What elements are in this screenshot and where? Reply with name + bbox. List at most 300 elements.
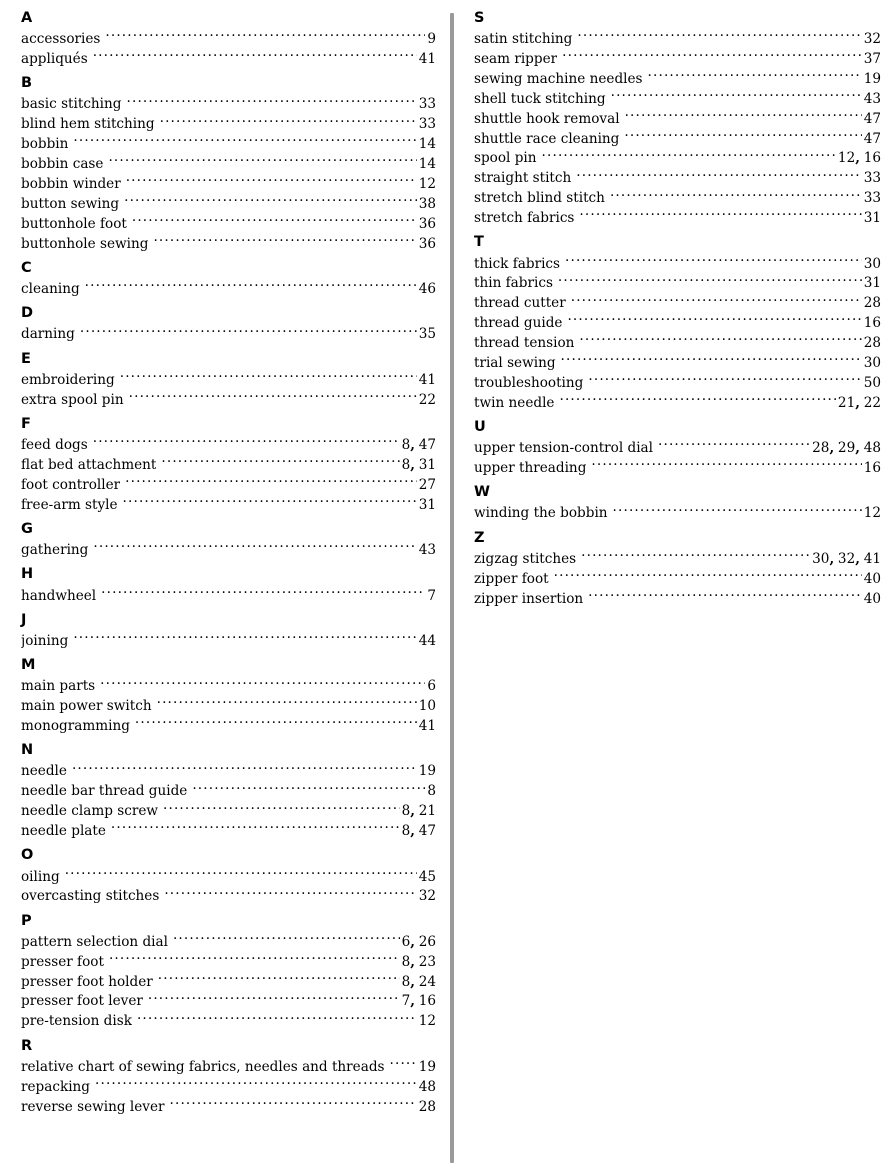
page-number: 43 (418, 542, 436, 559)
index-entry[interactable] (474, 353, 881, 373)
index-entry[interactable] (21, 455, 436, 475)
index-entry-term: troubleshooting (474, 374, 584, 391)
dot-leader (648, 69, 862, 83)
dot-leader (559, 393, 835, 407)
dot-leader (658, 439, 810, 453)
page-number: 16 (863, 460, 881, 477)
page-number: 26 (418, 933, 436, 950)
dot-leader (95, 1077, 417, 1091)
index-entry-pages (864, 590, 881, 609)
page-number: 36 (418, 215, 436, 232)
index-entry-term: foot controller (21, 476, 121, 493)
index-entry-term: upper threading (474, 460, 587, 477)
page-number: 35 (418, 326, 436, 343)
index-entry-pages (864, 374, 881, 393)
index-entry[interactable] (474, 109, 881, 129)
index-entry-pages (419, 95, 436, 114)
index-entry[interactable] (21, 952, 436, 972)
index-entry-term: darning (21, 326, 75, 343)
index-entry[interactable] (21, 475, 436, 495)
page-number: 48 (418, 1078, 436, 1095)
index-entry-pages (402, 822, 436, 841)
page-number: 30 (812, 550, 830, 567)
index-entry-term: zipper foot (474, 570, 549, 587)
index-entry-term: shuttle race cleaning (474, 130, 620, 147)
dot-leader (157, 697, 417, 711)
index-entry-pages (864, 354, 881, 373)
page-number: 19 (863, 70, 881, 87)
index-entry[interactable] (21, 586, 436, 606)
page-number: 22 (863, 394, 881, 411)
page-number: 27 (418, 476, 436, 493)
index-entry[interactable] (474, 333, 881, 353)
index-entry-term: embroidering (21, 371, 115, 388)
page-number: 40 (863, 570, 881, 587)
letter-heading-z: Z (474, 529, 485, 546)
index-entry-pages (419, 1098, 436, 1117)
index-entry-pages (419, 371, 436, 390)
letter-heading-a: A (21, 10, 33, 26)
index-entry[interactable] (21, 214, 436, 234)
page-number: 48 (863, 440, 881, 457)
index-entry-pages (864, 110, 881, 129)
dot-leader (591, 458, 861, 472)
page-number: 37 (863, 50, 881, 67)
index-entry[interactable] (474, 129, 881, 149)
page-number-separator: , (855, 440, 864, 457)
letter-heading-c: C (21, 259, 32, 276)
index-entry[interactable] (21, 135, 436, 155)
page-number: 8 (401, 953, 411, 970)
page-number: 14 (418, 156, 436, 173)
dot-leader (579, 333, 861, 347)
index-entry-pages (419, 1058, 436, 1077)
index-entry[interactable] (474, 439, 881, 459)
page-number-separator: , (410, 993, 419, 1010)
page-number: 8 (401, 823, 411, 840)
index-entry-term: bobbin case (21, 156, 104, 173)
dot-leader (129, 390, 417, 404)
dot-leader (148, 992, 400, 1006)
index-entry-term: thread cutter (474, 295, 566, 312)
page-number: 7 (427, 587, 436, 604)
dot-leader (124, 194, 417, 208)
page-number: 12 (418, 1013, 436, 1030)
index-entry-pages (812, 439, 881, 458)
letter-heading-f: F (21, 415, 31, 432)
page-number-separator: , (410, 803, 419, 820)
letter-heading-e: E (21, 350, 31, 367)
index-entry-term: thread guide (474, 315, 563, 332)
page-number: 29 (837, 440, 856, 457)
page-number-separator: , (829, 440, 838, 457)
index-entry[interactable] (474, 393, 881, 413)
index-entry[interactable] (21, 435, 436, 455)
index-entry-term: free-arm style (21, 496, 118, 513)
dot-leader (80, 325, 417, 339)
index-entry-pages (419, 697, 436, 716)
dot-leader (610, 189, 862, 203)
index-entry-pages (419, 391, 436, 410)
page-number-separator: , (855, 550, 864, 567)
index-entry-pages (427, 782, 436, 801)
dot-leader (158, 972, 400, 986)
letter-heading-s: S (474, 10, 485, 26)
page-number: 21 (418, 803, 436, 820)
page-number: 47 (418, 437, 436, 454)
index-entry[interactable] (474, 458, 881, 478)
page-number-separator: , (410, 933, 419, 950)
index-entry[interactable] (21, 631, 436, 651)
index-entry-pages (402, 973, 436, 992)
index-entry-term: presser foot (21, 953, 104, 970)
page-number: 33 (863, 170, 881, 187)
index-entry[interactable] (474, 294, 881, 314)
index-entry[interactable] (21, 972, 436, 992)
page-number: 31 (418, 496, 436, 513)
index-entry-pages (419, 280, 436, 299)
index-entry[interactable] (21, 1077, 436, 1097)
index-entry-term: shuttle hook removal (474, 110, 620, 127)
index-entry[interactable] (21, 677, 436, 697)
index-entry[interactable] (21, 782, 436, 802)
index-entry[interactable] (21, 194, 436, 214)
index-entry-term: extra spool pin (21, 391, 124, 408)
dot-leader (192, 782, 425, 796)
index-entry-pages (864, 314, 881, 333)
dot-leader (558, 274, 862, 288)
index-entry[interactable] (21, 234, 436, 254)
dot-leader (160, 115, 417, 129)
letter-heading-n: N (21, 742, 34, 759)
index-entry-term: straight stitch (474, 170, 572, 187)
index-entry-pages (402, 992, 436, 1011)
index-entry[interactable] (21, 390, 436, 410)
letter-heading-r: R (21, 1037, 33, 1054)
index-entry-pages (864, 130, 881, 149)
index-entry-term: spool pin (474, 150, 537, 167)
index-entry-term: joining (21, 632, 69, 649)
dot-leader (581, 549, 810, 563)
index-entry-term: sewing machine needles (474, 70, 643, 87)
index-entry[interactable] (21, 370, 436, 390)
index-entry-term: pattern selection dial (21, 933, 168, 950)
page-number: 32 (863, 31, 881, 48)
index-entry[interactable] (21, 822, 436, 842)
letter-heading-t: T (474, 234, 484, 251)
page-number: 28 (863, 295, 881, 312)
index-entry-pages (419, 195, 436, 214)
index-entry-pages (402, 953, 436, 972)
index-entry[interactable] (474, 549, 881, 569)
dot-leader (390, 1057, 417, 1071)
page-number: 31 (863, 210, 881, 227)
letter-heading-g: G (21, 521, 33, 538)
index-entry[interactable] (474, 30, 881, 50)
index-entry-term: stretch blind stitch (474, 190, 605, 207)
index-entry-pages (812, 550, 881, 569)
index-entry-term: winding the bobbin (474, 505, 608, 522)
page-number: 6 (401, 933, 411, 950)
index-entry-term: thin fabrics (474, 275, 553, 292)
index-entry[interactable] (474, 189, 881, 209)
dot-leader (161, 455, 399, 469)
page-number: 30 (863, 354, 881, 371)
index-entry[interactable] (21, 154, 436, 174)
index-entry-pages (838, 149, 881, 168)
dot-leader (163, 802, 400, 816)
index-entry[interactable] (21, 495, 436, 515)
page-number-separator: , (410, 973, 419, 990)
dot-leader (101, 586, 425, 600)
index-entry[interactable] (474, 314, 881, 334)
index-entry-pages (419, 50, 436, 69)
index-entry-pages (864, 504, 881, 523)
index-entry[interactable] (21, 325, 436, 345)
dot-leader (153, 234, 416, 248)
index-entry[interactable] (21, 1057, 436, 1077)
dot-leader (170, 1097, 417, 1111)
index-entry-term: stretch fabrics (474, 210, 575, 227)
letter-heading-o: O (21, 847, 34, 864)
index-entry[interactable] (21, 992, 436, 1012)
page-number: 23 (418, 953, 436, 970)
dot-leader (93, 541, 416, 555)
dot-leader (576, 169, 861, 183)
letter-heading-h: H (21, 566, 34, 583)
page-number: 8 (401, 456, 411, 473)
page-number-separator: , (855, 150, 864, 167)
dot-leader (123, 495, 417, 509)
page-number: 9 (427, 31, 436, 48)
page-number-separator: , (410, 953, 419, 970)
page-number: 6 (427, 678, 436, 695)
index-entry-pages (419, 496, 436, 515)
index-entry[interactable] (21, 716, 436, 736)
index-entry-term: button sewing (21, 195, 120, 212)
page-number: 38 (418, 195, 436, 212)
index-entry[interactable] (21, 49, 436, 69)
index-entry-pages (419, 632, 436, 651)
dot-leader (561, 353, 862, 367)
index-entry[interactable] (21, 174, 436, 194)
dot-leader (73, 631, 416, 645)
page-number: 16 (863, 315, 881, 332)
letter-heading-u: U (474, 419, 486, 436)
letter-heading-b: B (21, 75, 33, 92)
index-entry-pages (419, 135, 436, 154)
index-entry-pages (864, 70, 881, 89)
page-number: 28 (418, 1098, 436, 1115)
page-number-separator: , (410, 456, 419, 473)
dot-leader (562, 49, 862, 63)
index-entry[interactable] (21, 762, 436, 782)
page-number: 19 (418, 763, 436, 780)
page-number-separator: , (829, 550, 838, 567)
page-number: 33 (418, 116, 436, 133)
index-entry[interactable] (474, 504, 881, 524)
page-number: 16 (418, 993, 436, 1010)
index-entry[interactable] (21, 1097, 436, 1117)
index-entry[interactable] (474, 373, 881, 393)
dot-leader (105, 30, 425, 44)
index-entry-pages (864, 189, 881, 208)
index-entry-pages (427, 677, 436, 696)
page-number: 12 (837, 150, 856, 167)
page-number: 12 (418, 175, 436, 192)
dot-leader (111, 822, 400, 836)
dot-leader (125, 475, 417, 489)
index-entry-pages (864, 169, 881, 188)
dot-leader (85, 279, 417, 293)
index-entry-term: main power switch (21, 698, 152, 715)
index-entry-term: needle bar thread guide (21, 783, 188, 800)
index-entry-pages (419, 868, 436, 887)
index-entry[interactable] (21, 279, 436, 299)
index-entry[interactable] (474, 149, 881, 169)
dot-leader (137, 1012, 417, 1026)
index-entry-pages (864, 50, 881, 69)
index-entry[interactable] (21, 95, 436, 115)
index-entry[interactable] (21, 541, 436, 561)
page-number: 41 (418, 371, 436, 388)
index-entry[interactable] (474, 254, 881, 274)
index-entry[interactable] (21, 30, 436, 50)
page-number: 33 (418, 96, 436, 113)
letter-heading-j: J (21, 611, 27, 628)
page-number: 50 (863, 374, 881, 391)
index-entry-pages (864, 209, 881, 228)
index-entry[interactable] (21, 932, 436, 952)
index-entry-pages (864, 570, 881, 589)
page-number: 8 (401, 803, 411, 820)
dot-leader (588, 373, 861, 387)
dot-leader (579, 209, 861, 223)
index-entry-pages (419, 215, 436, 234)
index-entry-pages (402, 933, 436, 952)
dot-leader (577, 30, 861, 44)
page-number: 12 (863, 505, 881, 522)
index-entry-term: presser foot lever (21, 993, 143, 1010)
index-entry-pages (427, 587, 436, 606)
index-entry-term: needle plate (21, 823, 106, 840)
index-entry[interactable] (474, 89, 881, 109)
page-number: 8 (401, 973, 411, 990)
index-entry-pages (419, 155, 436, 174)
dot-leader (565, 254, 862, 268)
index-entry-term: zigzag stitches (474, 550, 577, 567)
page-number: 32 (837, 550, 856, 567)
index-entry-pages (838, 394, 881, 413)
index-entry-pages (864, 274, 881, 293)
dot-leader (126, 174, 417, 188)
dot-leader (65, 867, 417, 881)
page-number: 46 (418, 281, 436, 297)
dot-leader (611, 89, 862, 103)
index-entry-term: handwheel (21, 587, 97, 604)
dot-leader (132, 214, 417, 228)
page-number: 31 (863, 275, 881, 292)
dot-leader (135, 716, 417, 730)
page-number: 40 (863, 590, 881, 607)
dot-leader (109, 952, 400, 966)
index-entry[interactable] (21, 1012, 436, 1032)
index-entry-term: trial sewing (474, 354, 556, 371)
index-entry-term: satin stitching (474, 31, 573, 48)
index-entry[interactable] (474, 274, 881, 294)
index-entry-pages (402, 436, 436, 455)
index-entry-term: reverse sewing lever (21, 1098, 165, 1115)
index-entry-term: seam ripper (474, 50, 558, 67)
page-number: 24 (418, 973, 436, 990)
page-number: 31 (418, 456, 436, 473)
index-entry-pages (864, 294, 881, 313)
index-entry[interactable] (474, 169, 881, 189)
index-entry-pages (419, 762, 436, 781)
page-number: 21 (837, 394, 856, 411)
letter-heading-d: D (21, 305, 34, 322)
dot-leader (120, 370, 417, 384)
page-number: 28 (812, 440, 830, 457)
index-entry-term: shell tuck stitching (474, 90, 606, 107)
index-entry-term: buttonhole sewing (21, 235, 149, 252)
index-entry-term: gathering (21, 542, 89, 559)
index-entry-term: needle clamp screw (21, 803, 159, 820)
page-number: 22 (418, 391, 436, 408)
index-entry-term: overcasting stitches (21, 888, 160, 905)
index-entry[interactable] (474, 69, 881, 89)
index-entry-term: repacking (21, 1078, 91, 1095)
dot-leader (625, 109, 862, 123)
index-entry-pages (419, 175, 436, 194)
index-entry[interactable] (474, 49, 881, 69)
dot-leader (173, 932, 400, 946)
dot-leader (613, 504, 862, 518)
letter-heading-p: P (21, 912, 32, 929)
index-entry-pages (419, 325, 436, 344)
index-column-left (0, 0, 450, 1117)
index-entry[interactable] (474, 209, 881, 229)
page-number: 7 (401, 993, 411, 1010)
index-entry[interactable] (21, 887, 436, 907)
page-number: 41 (418, 718, 436, 735)
page-number: 8 (401, 437, 411, 454)
index-entry-term: monogramming (21, 718, 130, 735)
index-entry-pages (419, 887, 436, 906)
index-entry[interactable] (474, 589, 881, 609)
index-entry[interactable] (21, 802, 436, 822)
index-entry[interactable] (21, 867, 436, 887)
dot-leader (588, 589, 862, 603)
index-entry-pages (427, 30, 436, 49)
index-entry[interactable] (474, 569, 881, 589)
index-entry[interactable] (21, 115, 436, 135)
index-entry[interactable] (21, 697, 436, 717)
dot-leader (554, 569, 862, 583)
index-entry-pages (419, 476, 436, 495)
page-number: 47 (863, 130, 881, 147)
dot-leader (624, 129, 861, 143)
index-entry-pages (864, 255, 881, 274)
page-number: 10 (418, 698, 436, 715)
page-number: 43 (863, 90, 881, 107)
index-column-right (450, 0, 890, 609)
index-entry-term: thick fabrics (474, 255, 561, 272)
index-entry-term: cleaning (21, 281, 80, 297)
index-entry-pages (419, 1012, 436, 1031)
index-entry-term: relative chart of sewing fabrics, needles and threads (21, 1058, 385, 1075)
index-entry-pages (864, 459, 881, 478)
